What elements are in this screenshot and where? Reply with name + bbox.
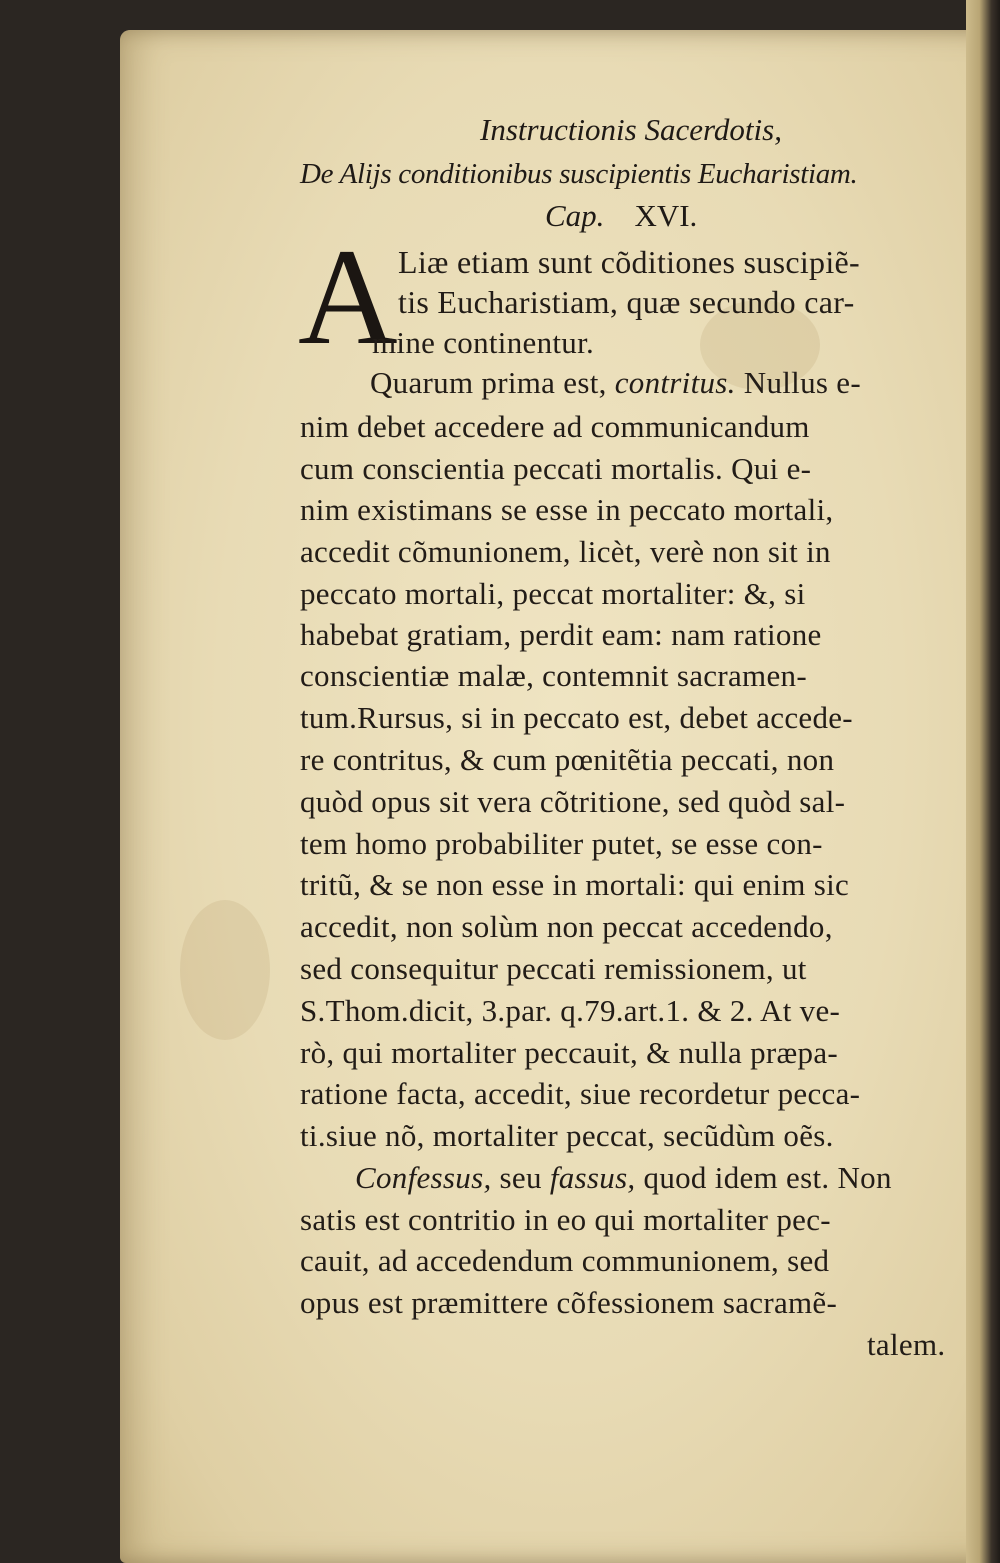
drop-cap: A bbox=[298, 220, 398, 373]
text-line: satis est contritio in eo qui mortaliter pec- bbox=[300, 1202, 831, 1237]
running-head: Instructionis Sacerdotis, bbox=[480, 112, 782, 147]
text-line: cum conscientia peccati mortalis. Qui e- bbox=[300, 451, 812, 486]
text-line: habebat gratiam, perdit eam: nam ratione bbox=[300, 617, 822, 652]
text-segment: Quarum prima est, bbox=[370, 365, 615, 400]
text-line: ti.siue nõ, mortaliter peccat, secũdùm oẽs. bbox=[300, 1118, 834, 1153]
text-line: quòd opus sit vera cõtritione, sed quòd sal- bbox=[300, 784, 846, 819]
text-line: re contritus, & cum pœnitẽtia peccati, non bbox=[300, 742, 835, 777]
text-line: accedit cõmunionem, licèt, verè non sit in bbox=[300, 534, 831, 569]
text-line bbox=[355, 1160, 892, 1196]
text-line: tis Eucharistiam, quæ secundo car- bbox=[398, 284, 855, 320]
text-line: tritũ, & se non esse in mortali: qui enim sic bbox=[300, 867, 850, 902]
text-line: accedit, non solùm non peccat accedendo, bbox=[300, 909, 833, 944]
text-line: S.Thom.dicit, 3.par. q.79.art.1. & 2. At ve- bbox=[300, 993, 841, 1028]
text-line: Liæ etiam sunt cõditiones suscipiẽ- bbox=[398, 244, 860, 280]
keyword-italic: contritus. bbox=[614, 365, 736, 400]
text-line: peccato mortali, peccat mortaliter: &, si bbox=[300, 576, 806, 611]
text-line: ratione facta, accedit, siue recordetur pecca- bbox=[300, 1076, 861, 1111]
text-line: nim existimans se esse in peccato mortali, bbox=[300, 492, 834, 527]
text-segment: seu bbox=[491, 1160, 550, 1195]
text-line: tum.Rursus, si in peccato est, debet accede- bbox=[300, 700, 853, 735]
text-line: mine continentur. bbox=[372, 325, 595, 360]
text-line bbox=[370, 365, 861, 401]
text-line: conscientiæ malæ, contemnit sacramen- bbox=[300, 658, 807, 693]
keyword-italic: fassus, bbox=[549, 1160, 636, 1195]
text-segment: quod idem est. Non bbox=[635, 1160, 892, 1195]
text-line: nim debet accedere ad communicandum bbox=[300, 409, 810, 444]
chapter-heading bbox=[545, 198, 697, 234]
paper-stain bbox=[180, 900, 270, 1040]
text-line: opus est præmittere cõfessionem sacramẽ- bbox=[300, 1285, 838, 1320]
text-segment: Nullus e- bbox=[735, 365, 861, 400]
chapter-label: Cap. bbox=[545, 198, 605, 233]
text-line: cauit, ad accedendum communionem, sed bbox=[300, 1243, 830, 1278]
chapter-number: XVI. bbox=[634, 198, 698, 233]
book-spine bbox=[966, 0, 1000, 1563]
keyword-italic: Confessus, bbox=[355, 1160, 492, 1195]
text-line: talem. bbox=[867, 1327, 946, 1362]
text-line: tem homo probabiliter putet, se esse con- bbox=[300, 826, 823, 861]
chapter-title: De Alijs conditionibus suscipientis Eucharistiam. bbox=[300, 158, 858, 190]
text-line: rò, qui mortaliter peccauit, & nulla præpa- bbox=[300, 1035, 839, 1070]
text-line: sed consequitur peccati remissionem, ut bbox=[300, 951, 807, 986]
